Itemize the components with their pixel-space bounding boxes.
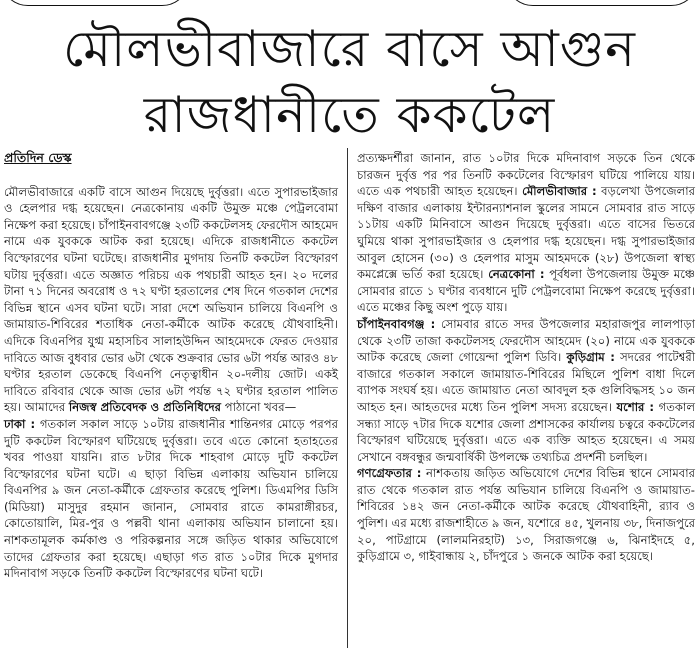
left-column bbox=[4, 150, 338, 582]
arrest-text: নাশকতায় জড়িত অভিযোগে দেশের বিভিন্ন স্থানে সোমবার রাত থেকে গতকাল রাত পর্যন্ত অভিযান চালিয়ে বিএনপি ও জামায়াত-শিবিরের ১৪২ জন নেতা-কর্মীকে আটক করেছে যৌথবাহিনী, র‌্যাব ও পুলিশ। এর মধ্যে রাজশাহীতে ৯ জন, যশোরে ৪৫, খুলনায় ৩৮, দিনাজপুরে ২০, পাটগ্রামে (লালমনিরহাট) ১৩, সিরাজগঞ্জে ৬, ঝিনাইদহে ৫, কুড়িগ্রামে ৩, গাইবান্ধায় ২, চাঁদপুরে ১ জনকে আটক করা হয়েছে। bbox=[357, 466, 695, 564]
jessore-label: যশোর : bbox=[616, 399, 655, 414]
lead-end: পাঠানো খবর— bbox=[224, 400, 297, 415]
continuation-text: প্রত্যক্ষদর্শীরা জানান, রাত ১০টার দিকে মদিনাবাগ সড়কে তিন থেকে চারজন দুর্বৃত্ত পর পর তিনটি ককটেলের বিস্ফোরণ ঘটিয়ে পালিয়ে যায়। এতে এক পথচারী আহত হয়েছেন। bbox=[357, 151, 695, 199]
right-column bbox=[357, 150, 695, 565]
headline-line-1: মৌলভীবাজারে বাসে আগুন bbox=[62, 20, 637, 78]
byline: প্রতিদিন ডেস্ক bbox=[4, 150, 72, 165]
chapai-label: চাঁপাইনবাবগঞ্জ : bbox=[357, 316, 436, 331]
chapai-paragraph bbox=[357, 316, 695, 465]
dhaka-text: গতকাল সকাল সাড়ে ১০টায় রাজধানীর শান্তিনগর মোড়ে পরপর দুটি ককটেল বিস্ফোরণ ঘটিয়েছে দুর্বৃত্তরা। তবে এতে কোনো হতাহতের খবর পাওয়া যায়নি। রাত ৮টার দিকে শাহবাগ মোড়ে দুটি ককটেল বিস্ফোরণের ঘটনা ঘটে। এ ছাড়া বিভিন্ন এলাকায় অভিযান চালিয়ে বিএনপির ৯ জন নেতা-কর্মীকে গ্রেফতার করেছে পুলিশ। ডিএমপির ডিসি (মিডিয়া) মাসুদুর রহমান জানান, সোমবার রাতে কামরাঙ্গীরচর, কোতোয়ালি, মির-পুর ও পল্লবী থানা এলাকায় অভিযান চালানো হয়। নাশকতামূলক কর্মকাণ্ড ও পরিকল্পনার সঙ্গে জড়িত থাকার অভিযোগে তাদের গ্রেফতার করা হয়েছে। এছাড়া গত রাত ১০টার দিকে মুগদার মদিনাবাগ সড়কে তিনটি ককটেল বিস্ফোরণের ঘটনা ঘটে। bbox=[4, 416, 338, 581]
continuation-paragraph bbox=[357, 150, 695, 316]
headline-line-2: রাজধানীতে ককটেল bbox=[143, 86, 556, 144]
arrest-paragraph bbox=[357, 465, 695, 565]
netrokona-label: নেত্রকোনা : bbox=[488, 267, 545, 282]
jessore-text: গতকাল সন্ধ্যা সাড়ে ৭টার দিকে যশোর জেলা প্রশাসকের কার্যালয় চত্বরে ককটেলের বিস্ফোরণ ঘটিয়েছে দুর্বৃত্তরা। এতে এক ব্যক্তি আহত হয়েছেন। এ সময় সেখানে বঙ্গবন্ধুর জন্মবার্ষিকী উপলক্ষে তথ্যচিত্র প্রদর্শনী চলছিল। bbox=[357, 399, 696, 464]
netrokona-text: পূর্বধলা উপজেলায় উমুক্ত মঞ্চে সোমবার রাতে ১ ঘণ্টার ব্যবধানে দুটি পেট্রলবোমা নিক্ষেপ করেছে দুর্বৃত্তরা। এতে মঞ্চের কিছু অংশ পুড়ে যায়। bbox=[357, 267, 695, 315]
column-divider bbox=[347, 148, 348, 648]
top-left-frame-decoration bbox=[0, 0, 190, 6]
reporters-credit: নিজস্ব প্রতিবেদক ও প্রতিনিধিদের bbox=[68, 400, 222, 415]
top-right-frame-decoration bbox=[505, 0, 699, 6]
kurigram-label: কুড়িগ্রাম : bbox=[566, 350, 615, 365]
moulvibazar-text: বড়লেখা উপজেলার দক্ষিণ বাজার এলাকায় ইন্টারন্যাশনাল স্কুলের সামনে সোমবার রাত সাড়ে ১১টায় একটি মিনিবাসে আগুন দিয়েছে দুর্বৃত্তরা। এতে বাসের ভিতরে ঘুমিয়ে থাকা সুপারভাইজার ও হেলপার দগ্ধ হয়েছেন। দগ্ধ সুপারভাইজার আবুল হোসেন (৩০) ও হেলপার মাসুম আহমদকে (২৮) উপজেলা স্বাস্থ্য কমপ্লেক্সে ভর্তি করা হয়েছে। bbox=[357, 184, 696, 282]
lead-paragraph bbox=[4, 184, 338, 416]
lead-text: মৌলভীবাজারে একটি বাসে আগুন দিয়েছে দুর্বৃত্তরা। এতে সুপারভাইজার ও হেলপার দগ্ধ হয়েছেন। নেত্রকোনায় একটি উমুক্ত মঞ্চে পেট্রলবোমা নিক্ষেপ করা হয়েছে। চাঁপাইনবাবগঞ্জে ২৩টি ককটেলসহ ফেরদৌস আহমেদ নামে এক যুবককে আটক করা হয়েছে। এদিকে রাজধানীতে ককটেল বিস্ফোরণের ঘটনা ঘটেছে। রাজধানীর মুগদায় তিনটি ককটেল বিস্ফোরণ ঘটায় দুর্বৃত্তরা। এতে অজ্ঞাত পরিচয় এক পথচারী আহত হন। ২০ দলের টানা ৭১ দিনের অবরোধ ও ৭২ ঘণ্টা হরতালের শেষ দিনে গতকাল দেশের বিভিন্ন স্থানে এসব ঘটনা ঘটে। সারা দেশে অভিযান চালিয়ে বিএনপি ও জামায়াত-শিবিরের শতাধিক নেতা-কর্মীকে আটক করেছে যৌথবাহিনী। এদিকে বিএনপির যুগ্ম মহাসচিব সালাহউদ্দিন আহমেদকে ফেরত দেওয়ার দাবিতে আজ বুধবার ভোর ৬টা থেকে শুক্রবার ভোর ৬টা পর্যন্ত আরও ৪৮ ঘণ্টার হরতাল ডেকেছে বিএনপি নেতৃত্বাধীন ২০-দলীয় জোট। একই দাবিতে রবিবার থেকে আজ ভোর ৬টা পর্যন্ত ৭২ ঘণ্টার হরতাল পালিত হয়। আমাদের bbox=[4, 184, 338, 415]
dhaka-label: ঢাকা : bbox=[4, 416, 36, 431]
moulvibazar-label: মৌলভীবাজার : bbox=[522, 184, 597, 199]
dhaka-paragraph bbox=[4, 416, 338, 582]
chapai-text: সোমবার রাতে সদর উপজেলার মহারাজপুর লালপাড়া থেকে ২৩টি তাজা ককটেলসহ ফেরদৌস আহমেদ (২০) নামে এক যুবককে আটক করেছে জেলা গোয়েন্দা পুলিশ ডিবি। bbox=[357, 316, 696, 365]
arrest-label: গণগ্রেফতার : bbox=[357, 466, 422, 481]
kurigram-text: সদরের পাটেশ্বরী বাজারে গতকাল সকালে জামায়াত-শিবিরের মিছিলে পুলিশ বাধা দিলে ব্যাপক সংঘর্ষ হয়। এতে জামায়াত নেতা আবদুল হক গুলিবিদ্ধসহ ১০ জন আহত হন। আহতদের মধ্যে তিন পুলিশ সদস্য রয়েছেন। bbox=[357, 350, 696, 414]
